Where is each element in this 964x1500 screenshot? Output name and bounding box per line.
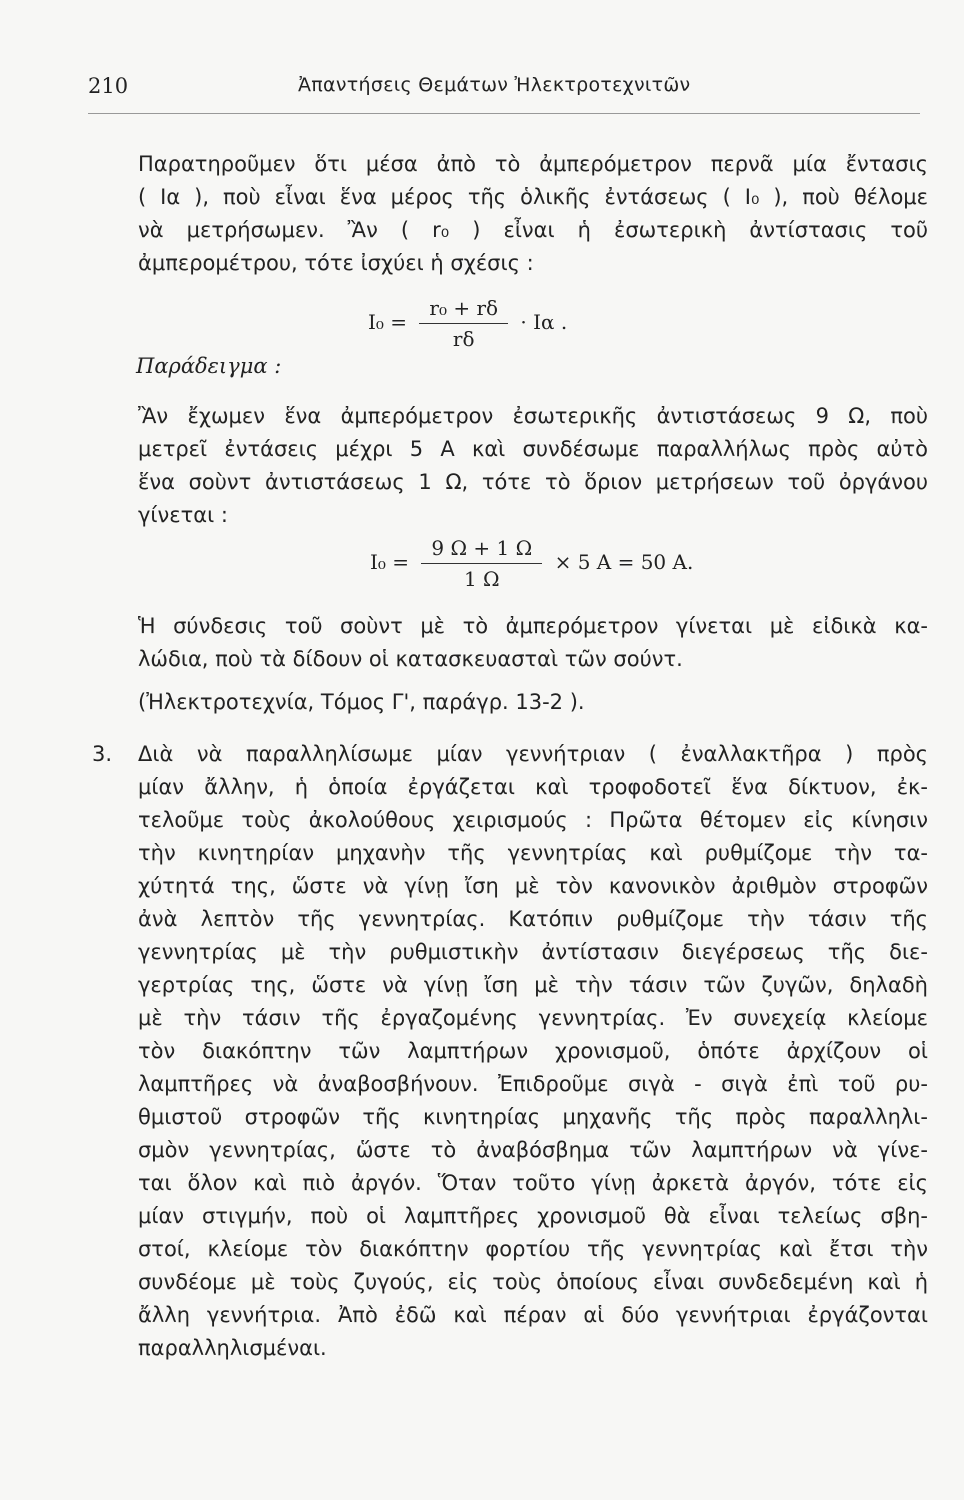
text-line: Ἂν ἔχωμεν ἕνα ἀμπερόμετρον ἐσωτερικῆς ἀντιστάσεως 9 Ω, ποὺ — [138, 404, 928, 428]
text-line: ἀμπερομέτρου, τότε ἰσχύει ἡ σχέσις : — [138, 251, 534, 275]
item-number: 3. — [92, 742, 113, 766]
text-line: παραλληλισμέναι. — [138, 1336, 327, 1360]
text-line: τὴν κινητηρίαν μηχανὴν τῆς γεννητρίας καὶ ρυθμίζομε τὴν τα- — [138, 841, 928, 865]
page-header — [88, 74, 928, 108]
text-line: λαμπτῆρες νὰ ἀναβοσβήνουν. Ἐπιδροῦμε σιγὰ - σιγὰ ἐπὶ τοῦ ρυ- — [138, 1072, 928, 1096]
text-line: στοί, κλείομε τὸν διακόπτην φορτίου τῆς γεννητρίας καὶ ἔτσι τὴν — [138, 1237, 928, 1261]
text-line: συνδέομε μὲ τοὺς ζυγούς, εἰς τοὺς ὁποίους εἶναι συνδεδεμένη καὶ ἡ — [138, 1270, 928, 1294]
text-line: τελοῦμε τοὺς ἀκολούθους χειρισμούς : Πρῶτα θέτομεν εἰς κίνησιν — [138, 808, 928, 832]
text-line: μετρεῖ ἐντάσεις μέχρι 5 A καὶ συνδέσωμε παραλλήλως πρὸς αὐτὸ — [138, 437, 928, 461]
text-line: μίαν στιγμήν, ποὺ οἱ λαμπτῆρες χρονισμοῦ θὰ εἶναι τελείως σβη- — [138, 1204, 928, 1228]
formula-fraction — [421, 536, 542, 591]
formula-denominator: rδ — [452, 327, 475, 351]
text-line: ἀνὰ λεπτὸν τῆς γεννητρίας. Κατόπιν ρυθμίζομε τὴν τάσιν τῆς — [138, 907, 928, 931]
text-line: γερτρίας της, ὥστε νὰ γίνῃ ἴση μὲ τὴν τάσιν τῶν ζυγῶν, δηλαδὴ — [138, 973, 928, 997]
header-rule — [88, 113, 920, 114]
running-title: Ἀπαντήσεις Θεμάτων Ἠλεκτροτεχνιτῶν — [298, 74, 691, 96]
text-line: Διὰ νὰ παραλληλίσωμε μίαν γεννήτριαν ( ἐναλλακτῆρα ) πρὸς — [138, 742, 928, 766]
text-line: γεννητρίας μὲ τὴν ρυθμιστικὴν ἀντίστασιν διεγέρσεως τῆς διε- — [138, 940, 928, 964]
paragraph-example — [138, 400, 928, 532]
text-line: ( Iα ), ποὺ εἶναι ἕνα μέρος τῆς ὁλικῆς ἐντάσεως ( I₀ ), ποὺ θέλομε — [138, 185, 928, 209]
paragraph-generator — [138, 738, 928, 1365]
text-line: σμὸν γεννητρίας, ὥστε τὸ ἀναβόσβημα τῶν λαμπτήρων νὰ γίνε- — [138, 1138, 928, 1162]
text-line: Ἡ σύνδεσις τοῦ σοὺντ μὲ τὸ ἀμπερόμετρον γίνεται μὲ εἰδικὰ κα- — [138, 614, 928, 638]
formula-denominator: 1 Ω — [463, 567, 500, 591]
example-label: Παράδειγμα : — [136, 354, 282, 378]
paragraph-intro — [138, 148, 928, 280]
formula-fraction — [419, 296, 508, 351]
text-line: μίαν ἄλλην, ἡ ὁποία ἐργάζεται καὶ τροφοδοτεῖ ἕνα δίκτυον, ἐκ- — [138, 775, 928, 799]
text-line: χύτητά της, ὥστε νὰ γίνῃ ἴση μὲ τὸν κανονικὸν ἀριθμὸν στροφῶν — [138, 874, 928, 898]
formula-numerator: 9 Ω + 1 Ω — [421, 536, 542, 564]
formula-lhs: I₀ = — [370, 550, 410, 574]
formula-numerator: r₀ + rδ — [419, 296, 508, 324]
formula-rhs: × 5 A = 50 A. — [554, 550, 694, 574]
formula-rhs: · Iα . — [520, 310, 568, 334]
text-line: ἕνα σοὺντ ἀντιστάσεως 1 Ω, τότε τὸ ὅριον μετρήσεων τοῦ ὀργάνου — [138, 470, 928, 494]
formula-ammeter — [368, 296, 567, 351]
text-line: νὰ μετρήσωμεν. Ἂν ( r₀ ) εἶναι ἡ ἐσωτερικὴ ἀντίστασις τοῦ — [138, 218, 928, 242]
text-line: ται ὅλον καὶ πιὸ ἀργόν. Ὅταν τοῦτο γίνῃ ἀρκετὰ ἀργόν, τότε εἰς — [138, 1171, 928, 1195]
text-line: ἄλλη γεννήτρια. Ἀπὸ ἐδῶ καὶ πέραν αἱ δύο γεννήτριαι ἐργάζονται — [138, 1303, 928, 1327]
formula-example — [370, 536, 693, 591]
text-line: γίνεται : — [138, 503, 228, 527]
text-line: μὲ τὴν τάσιν τῆς ἐργαζομένης γεννητρίας. Ἐν συνεχείᾳ κλείομε — [138, 1006, 928, 1030]
text-line: λώδια, ποὺ τὰ δίδουν οἱ κατασκευασταὶ τῶν σούντ. — [138, 647, 683, 671]
reference-line: (Ἠλεκτροτεχνία, Τόμος Γ', παράγρ. 13-2 ). — [138, 690, 585, 714]
formula-lhs: I₀ = — [368, 310, 408, 334]
text-line: θμιστοῦ στροφῶν τῆς κινητηρίας μηχανῆς τῆς πρὸς παραλληλι- — [138, 1105, 928, 1129]
text-line: Παρατηροῦμεν ὅτι μέσα ἀπὸ τὸ ἀμπερόμετρον περνᾶ μία ἔντασις — [138, 152, 928, 176]
text-line: τὸν διακόπτην τῶν λαμπτήρων χρονισμοῦ, ὁπότε ἀρχίζουν οἱ — [138, 1039, 928, 1063]
paragraph-shunt — [138, 610, 928, 719]
page-number: 210 — [88, 74, 129, 98]
